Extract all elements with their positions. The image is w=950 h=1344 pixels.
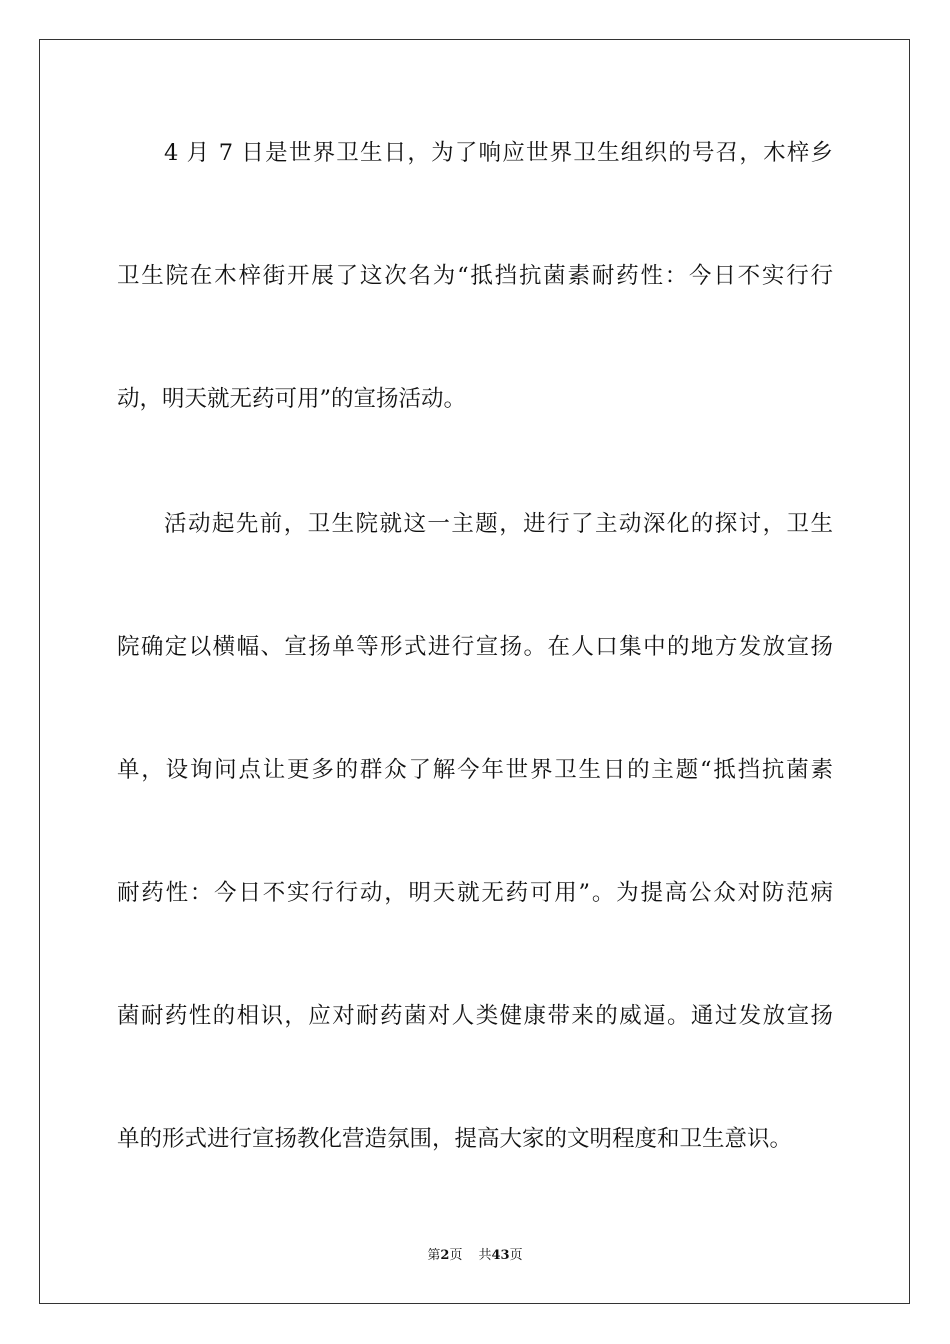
page-number-label bbox=[427, 1248, 462, 1263]
text-line: 动，明天就无药可用”的宣扬活动。 bbox=[117, 386, 467, 412]
total-suffix: 页 bbox=[509, 1248, 523, 1263]
text-line: 院确定以横幅、宣扬单等形式进行宣扬。在人口集中的地方发放宣扬 bbox=[117, 634, 833, 660]
text-line: 单的形式进行宣扬教化营造氛围，提高大家的文明程度和卫生意识。 bbox=[117, 1126, 793, 1152]
text-line: 耐药性：今日不实行行动，明天就无药可用”。为提高公众对防范病 bbox=[117, 880, 833, 906]
text-line: 活动起先前，卫生院就这一主题，进行了主动深化的探讨，卫生 bbox=[164, 511, 833, 537]
total-pages-label bbox=[478, 1248, 522, 1263]
text-line: 卫生院在木梓街开展了这次名为“抵挡抗菌素耐药性：今日不实行行 bbox=[117, 263, 833, 289]
total-prefix: 共 bbox=[478, 1248, 492, 1263]
page-prefix: 第 bbox=[427, 1248, 441, 1263]
text-line: 单，设询问点让更多的群众了解今年世界卫生日的主题“抵挡抗菌素 bbox=[117, 757, 833, 783]
text-line: 菌耐药性的相识，应对耐药菌对人类健康带来的威逼。通过发放宣扬 bbox=[117, 1003, 833, 1029]
text-line: 4 月 7 日是世界卫生日，为了响应世界卫生组织的号召，木梓乡 bbox=[164, 140, 833, 166]
page-border bbox=[39, 39, 910, 1304]
page-number: 2 bbox=[440, 1248, 450, 1263]
total-pages: 43 bbox=[491, 1248, 510, 1263]
page-suffix: 页 bbox=[449, 1248, 463, 1263]
page-footer bbox=[0, 1247, 950, 1265]
